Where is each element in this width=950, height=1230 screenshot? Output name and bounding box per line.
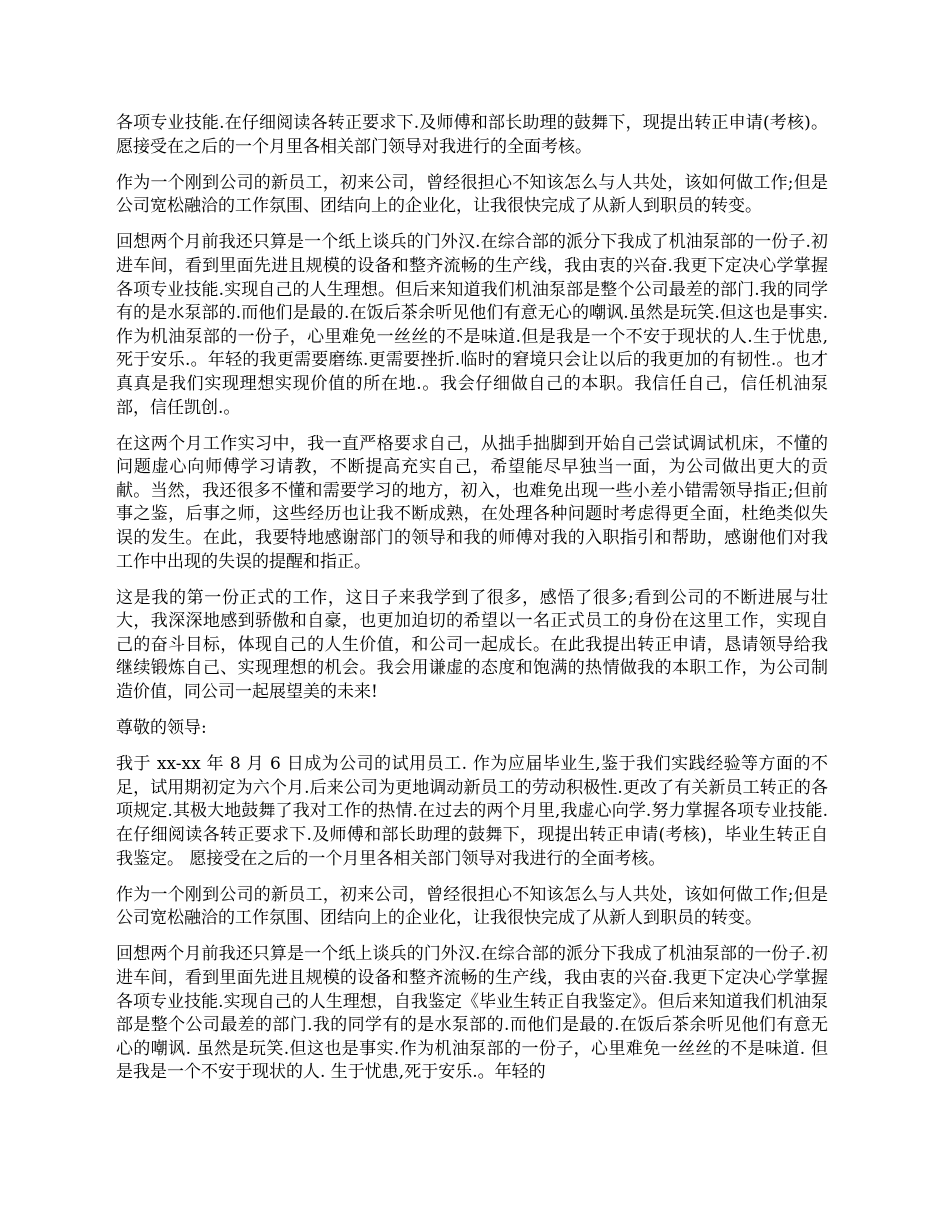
document-body: [116, 112, 828, 1097]
paragraph: 回想两个月前我还只算是一个纸上谈兵的门外汉.在综合部的派分下我成了机油泵部的一份子.初进车间，看到里面先进且规模的设备和整齐流畅的生产线，我由衷的兴奋.我更下定决心学掌握各项专业技能.实现自己的人生理想。但后来知道我们机油泵部是整个公司最差的部门.我的同学有的是水泵部的.而他们是最的.在饭后茶余听见他们有意无心的嘲讽.虽然是玩笑.但这也是事实.作为机油泵部的一份子，心里难免一丝丝的不是味道.但是我是一个不安于现状的人.生于忧患,死于安乐.。年轻的我更需要磨练.更需要挫折.临时的窘境只会让以后的我更加的有韧性.。也才真真是我们实现理想实现价值的所在地.。我会仔细做自己的本职。我信任自己，信任机油泵部，信任凯创.。: [116, 232, 828, 418]
paragraph: 作为一个刚到公司的新员工，初来公司，曾经很担心不知该怎么与人共处，该如何做工作;但是公司宽松融洽的工作氛围、团结向上的企业化，让我很快完成了从新人到职员的转变。: [116, 884, 828, 929]
paragraph: 作为一个刚到公司的新员工，初来公司，曾经很担心不知该怎么与人共处，该如何做工作;但是公司宽松融洽的工作氛围、团结向上的企业化，让我很快完成了从新人到职员的转变。: [116, 172, 828, 217]
paragraph: 各项专业技能.在仔细阅读各转正要求下.及师傅和部长助理的鼓舞下，现提出转正申请(考核)。 愿接受在之后的一个月里各相关部门领导对我进行的全面考核。: [116, 113, 828, 157]
salutation: 尊敬的领导:: [116, 718, 207, 739]
paragraph: 这是我的第一份正式的工作，这日子来我学到了很多，感悟了很多;看到公司的不断进展与壮大，我深深地感到骄傲和自豪，也更加迫切的希望以一名正式员工的身份在这里工作，实现自己的奋斗目标，体现自己的人生价值，和公司一起成长。在此我提出转正申请，恳请领导给我继续锻炼自己、实现理想的机会。我会用谦虚的态度和饱满的热情做我的本职工作，为公司制造价值，同公司一起展望美的未来!: [116, 587, 828, 703]
paragraph: 我于 xx-xx 年 8 月 6 日成为公司的试用员工. 作为应届毕业生,鉴于我们实践经验等方面的不足，试用期初定为六个月.后来公司为更地调动新员工的劳动积极性.更改了有关新员工转正的各项规定.其极大地鼓舞了我对工作的热情.在过去的两个月里,我虚心向学.努力掌握各项专业技能.在仔细阅读各转正要求下.及师傅和部长助理的鼓舞下，现提出转正申请(考核)，毕业生转正自我鉴定。 愿接受在之后的一个月里各相关部门领导对我进行的全面考核。: [116, 754, 828, 869]
paragraph: 回想两个月前我还只算是一个纸上谈兵的门外汉.在综合部的派分下我成了机油泵部的一份子.初进车间，看到里面先进且规模的设备和整齐流畅的生产线，我由衷的兴奋.我更下定决心学掌握各项专业技能.实现自己的人生理想，自我鉴定《毕业生转正自我鉴定》。但后来知道我们机油泵部是整个公司最差的部门.我的同学有的是水泵部的.而他们是最的.在饭后茶余听见他们有意无心的嘲讽. 虽然是玩笑.但这也是事实.作为机油泵部的一份子，心里难免一丝丝的不是味道. 但是我是一个不安于现状的人. 生于忧患,死于安乐.。年轻的: [116, 944, 828, 1083]
paragraph: 在这两个月工作实习中，我一直严格要求自己，从拙手拙脚到开始自己尝试调试机床，不懂的问题虚心向师傅学习请教，不断提高充实自己，希望能尽早独当一面，为公司做出更大的贡献。当然，我还很多不懂和需要学习的地方，初入，也难免出现一些小差小错需领导指正;但前事之鉴，后事之师，这些经历也让我不断成熟，在处理各种问题时考虑得更全面，杜绝类似失误的发生。在此，我要特地感谢部门的领导和我的师傅对我的入职指引和帮助，感谢他们对我工作中出现的失误的提醒和指正。: [116, 433, 828, 572]
